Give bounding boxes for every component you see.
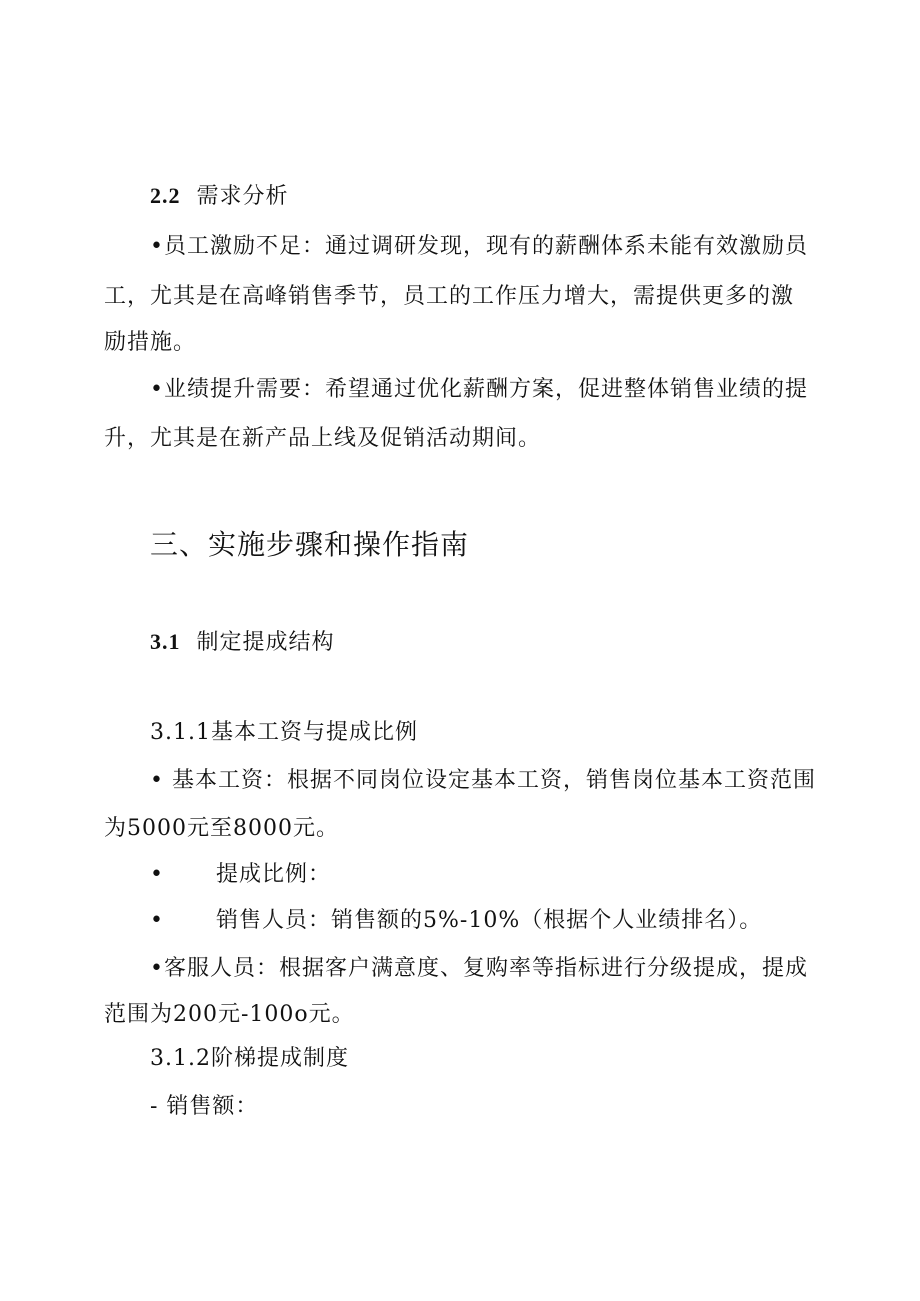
paragraph-line: •客服人员：根据客户满意度、复购率等指标进行分级提成，提成 (150, 956, 808, 981)
bullet: • (150, 908, 164, 933)
list-item-text: 提成比例： (215, 862, 331, 887)
section-3-1-heading (150, 627, 335, 658)
section-title: 制定提成结构 (196, 630, 335, 655)
bullet: • (150, 862, 164, 887)
paragraph-line: • 基本工资：根据不同岗位设定基本工资，销售岗位基本工资范围 (150, 768, 816, 793)
paragraph-line: 励措施。 (104, 330, 197, 355)
list-item: - 销售额： (150, 1094, 259, 1119)
section-title: 需求分析 (196, 184, 289, 209)
paragraph-line: •业绩提升需要：希望通过优化薪酬方案，促进整体销售业绩的提 (150, 377, 808, 402)
section-number: 3.1 (150, 629, 181, 654)
paragraph-line: 升，尤其是在新产品上线及促销活动期间。 (104, 426, 542, 451)
list-item (150, 906, 762, 936)
subsection-3-1-1-heading: 3.1.1基本工资与提成比例 (150, 720, 418, 745)
paragraph-line: •员工激励不足：通过调研发现，现有的薪酬体系未能有效激励员 (150, 234, 808, 259)
list-item-text: 销售人员：销售额的5%-10%（根据个人业绩排名）。 (215, 908, 763, 933)
section-2-2-heading (150, 181, 289, 212)
chapter-heading: 三、实施步骤和操作指南 (150, 528, 470, 561)
paragraph-line: 工，尤其是在高峰销售季节，员工的工作压力增大，需提供更多的激 (104, 284, 795, 309)
list-item (150, 860, 331, 890)
paragraph-line: 范围为200元-100o元。 (104, 1002, 355, 1027)
paragraph-line: 为5000元至8000元。 (104, 816, 339, 841)
section-number: 2.2 (150, 183, 181, 208)
subsection-3-1-2-heading: 3.1.2阶梯提成制度 (150, 1046, 349, 1071)
